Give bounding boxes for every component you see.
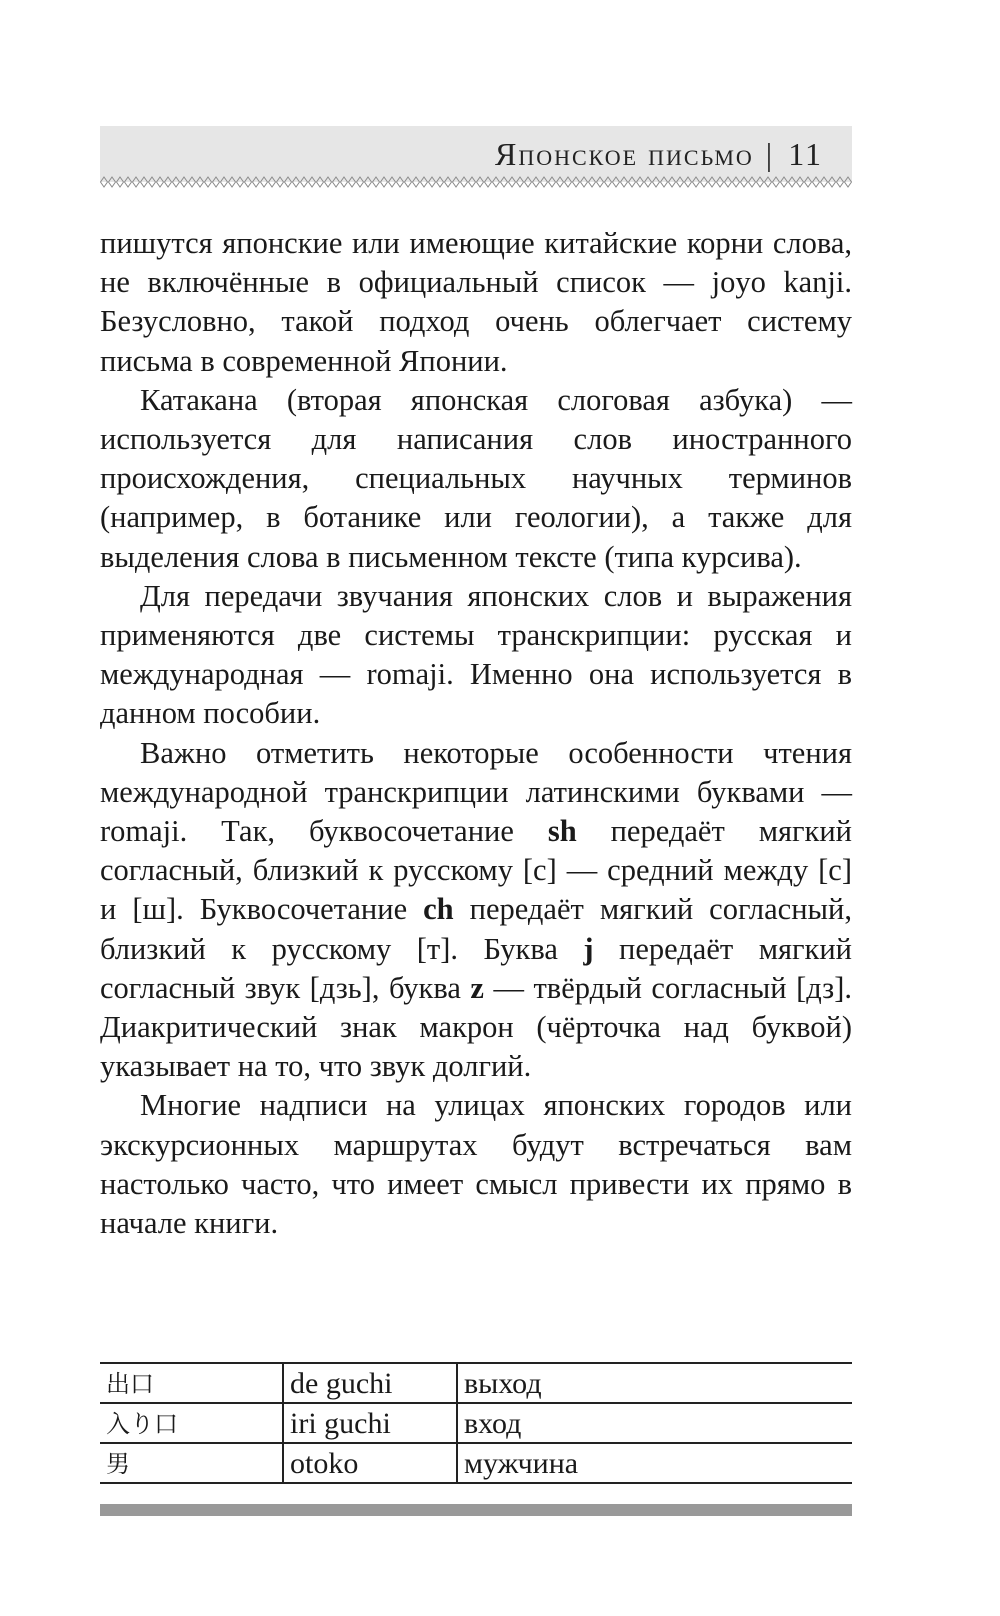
paragraph <box>100 734 852 1087</box>
paragraph <box>100 381 852 577</box>
sign-romaji-cell: otoko <box>283 1443 457 1483</box>
text-run: Важно отметить некоторые особенности чтения международной транскрипции латинскими буквами — romaji. Так, буквосочетание <box>100 735 852 849</box>
chapter-title: Японское письмо <box>494 136 754 172</box>
header-ornament <box>100 176 852 188</box>
text-run: Многие надписи на улицах японских городов или экскурсионных маршрутах будут встречаться вам настолько часто, что имеет смысл привести их прямо в начале книги. <box>100 1088 852 1241</box>
bold-term: ch <box>423 892 454 927</box>
header-separator: | <box>765 136 775 172</box>
sign-translation-cell: выход <box>457 1363 852 1403</box>
text-run: передаёт мягкий согласный, близкий к русскому [с] — средний между [с] и [ш]. Буквосочетание <box>100 814 853 927</box>
text-run: пишутся японские или имеющие китайские корни слова, не включённые в официальный список — joyo kanji. Безусловно, такой подход очень облегчает систему письма в современной Японии. <box>100 226 852 378</box>
sign-translation-cell: вход <box>457 1403 852 1443</box>
sign-romaji-cell: iri guchi <box>283 1403 457 1443</box>
bold-term: j <box>583 931 594 966</box>
sign-kanji-cell: 入り口 <box>100 1403 283 1443</box>
paragraph <box>100 577 852 734</box>
bold-term: z <box>470 970 484 1005</box>
paragraph <box>100 1086 852 1243</box>
table-row <box>100 1363 852 1403</box>
signs-table <box>100 1362 852 1484</box>
text-run: Для передачи звучания японских слов и выражения применяются две системы транскрипции: русская и международная — romaji. Именно она используется в данном пособии. <box>100 578 852 731</box>
page-number: 11 <box>788 136 823 172</box>
paragraph <box>100 224 852 381</box>
text-run: Катакана (вторая японская слоговая азбука) — используется для написания слов иностранного происхождения, специальных научных терминов (например, в ботанике или геологии), а также для выделения слова в письменном тексте (типа курсива). <box>100 382 852 574</box>
body-text <box>100 224 852 1243</box>
text-run: — твёрдый согласный [дз]. Диакритический знак макрон (чёрточка над буквой) указывает на то, что звук долгий. <box>100 970 852 1084</box>
running-header <box>100 126 852 182</box>
footer-rule <box>100 1504 852 1516</box>
table-row <box>100 1403 852 1443</box>
text-run: передаёт мягкий согласный, близкий к русскому [т]. Буква <box>100 892 852 966</box>
table-row <box>100 1443 852 1483</box>
sign-translation-cell: мужчина <box>457 1443 852 1483</box>
sign-romaji-cell: de guchi <box>283 1363 457 1403</box>
text-run: передаёт мягкий согласный звук [дзь], буква <box>100 931 852 1005</box>
running-head-text <box>495 132 823 176</box>
sign-kanji-cell: 出口 <box>100 1363 283 1403</box>
sign-kanji-cell: 男 <box>100 1443 283 1483</box>
bold-term: sh <box>547 814 577 849</box>
